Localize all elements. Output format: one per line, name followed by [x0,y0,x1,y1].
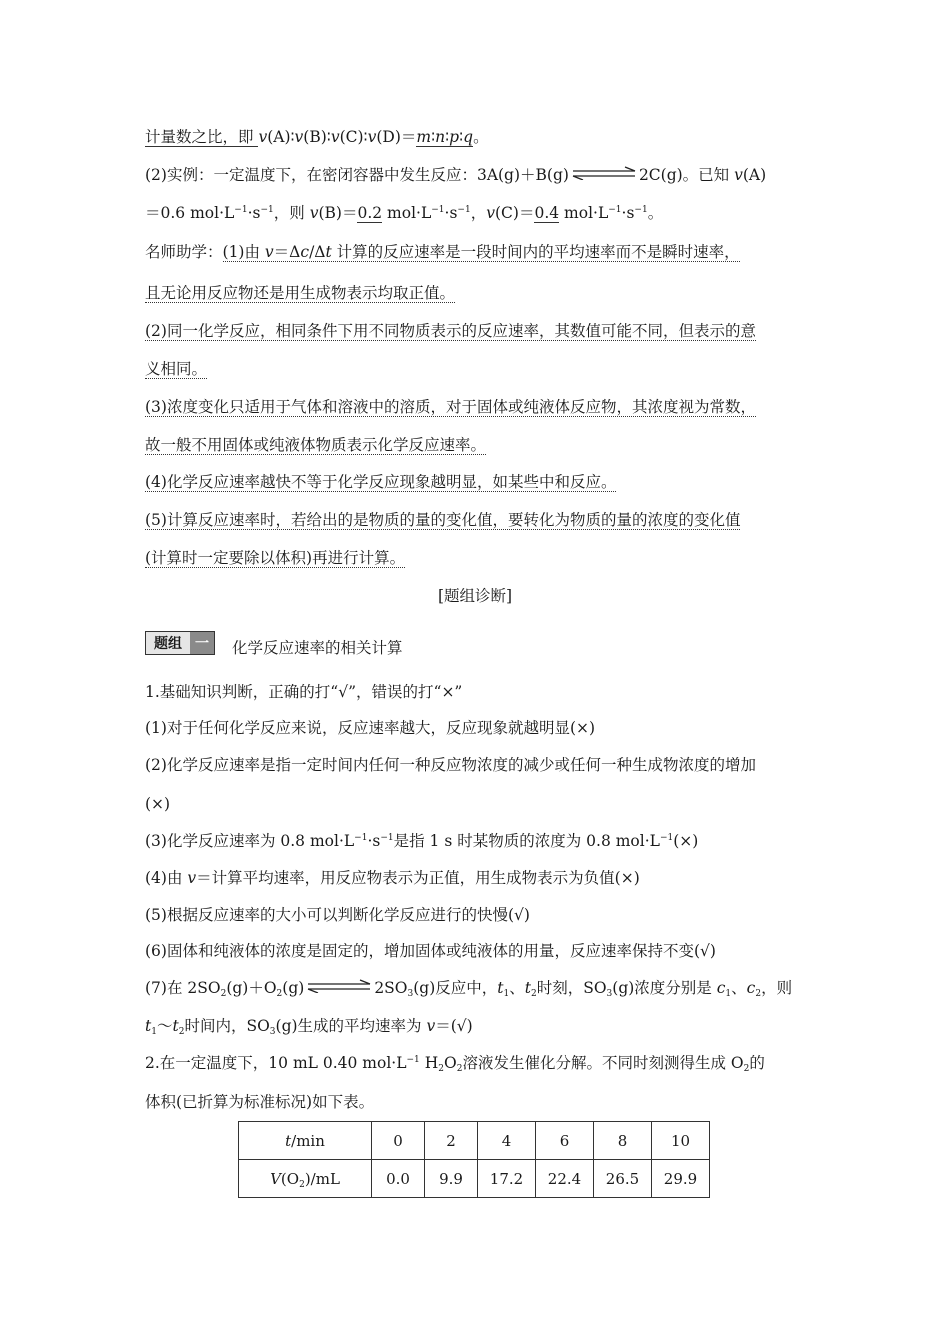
tip-1: 名师助学：(1)由 v＝Δc/Δt 计算的反应速率是一段时间内的平均速率而不是瞬时速率， [145,243,740,261]
table-cell: 4 [478,1122,536,1160]
ratio-answer: m∶n∶p∶q [416,128,474,146]
table-cell: 22.4 [536,1160,594,1198]
badge-number: 一 [190,632,214,654]
q1-statement-3: (3)化学反应速率为 0.8 $mol\cdot L^{-1}\cdot s^{-1}$是指 1 s 时某物质的浓度为 0.8 $mol\cdot L^{-1}(\times)$ [145,832,699,850]
group-badge [145,631,215,655]
underlined-term: 计量数之比，即 [145,128,259,146]
ratio-line: 计量数之比，即 v(A)∶v(B)∶v(C)∶v(D)＝m∶n∶p∶q。 [145,128,489,146]
table-cell: 29.9 [652,1160,710,1198]
q1-statement-5: (5)根据反应速率的大小可以判断化学反应进行的快慢(√) [145,906,530,924]
equilibrium-arrow-icon [304,979,374,993]
table-cell: 8 [594,1122,652,1160]
tip-label: 名师助学： [145,243,223,261]
tip-5: (5)计算反应速率时，若给出的是物质的量的变化值，要转化为物质的量的浓度的变化值 [145,511,741,529]
tip-5-cont: (计算时一定要除以体积)再进行计算。 [145,549,406,567]
tip-3-cont: 故一般不用固体或纯液体物质表示化学反应速率。 [145,436,487,454]
section-title: [题组诊断] [437,587,513,605]
table-cell: 0 [372,1122,425,1160]
table-row [239,1122,710,1160]
q1-statement-7-cont: $t_1\sim t_2$时间内，$SO_3(g)$生成的平均速率为 v＝(√) [145,1017,473,1037]
table-cell: 17.2 [478,1160,536,1198]
q1-statement-6: (6)固体和纯液体的浓度是固定的，增加固体或纯液体的用量，反应速率保持不变(√) [145,942,716,960]
table-cell: 26.5 [594,1160,652,1198]
q1-statement-1: (1)对于任何化学反应来说，反应速率越大，反应现象就越明显(×) [145,719,596,737]
tip-1-cont: 且无论用反应物还是用生成物表示均取正值。 [145,284,456,302]
tip-2-cont: 义相同。 [145,360,208,378]
tip-4: (4)化学反应速率越快不等于化学反应现象越明显，如某些中和反应。 [145,473,617,491]
table-header-cell: $V(O_2)/mL$ [239,1160,372,1198]
table-cell: 10 [652,1122,710,1160]
q1-statement-2-cont: (×) [145,795,171,813]
example-values-line: ＝0.6 $mol\cdot L^{-1}\cdot s^{-1}$，则 v(B)＝0.2 $mol\cdot L^{-1}\cdot s^{-1}$，v(C)＝0.4 $mol\cdot L^{-1}\cdot s^{-1}$。 [145,204,664,222]
group-title: 化学反应速率的相关计算 [232,639,403,657]
tip-2: (2)同一化学反应，相同条件下用不同物质表示的反应速率，其数值可能不同，但表示的意 [145,322,756,340]
q2-line-2: 体积(已折算为标准标况)如下表。 [145,1093,375,1111]
q1-statement-4: (4)由 v＝计算平均速率，用反应物表示为正值，用生成物表示为负值(×) [145,869,640,887]
table-cell: 9.9 [425,1160,478,1198]
table-cell: 2 [425,1122,478,1160]
table-header-cell: t/min [239,1122,372,1160]
answer-vc: 0.4 [534,204,560,222]
data-table [238,1121,710,1198]
tip-3: (3)浓度变化只适用于气体和溶液中的溶质，对于固体或纯液体反应物，其浓度视为常数， [145,398,756,416]
equilibrium-arrow-icon [569,166,639,180]
q2-line-1: 2.在一定温度下，10 mL 0.40 $mol\cdot L^{-1}$ $H_2O_2$溶液发生催化分解。不同时刻测得生成 $O_2$的 [145,1054,765,1074]
q1-title: 1.基础知识判断，正确的打“√”，错误的打“×” [145,683,463,701]
answer-vb: 0.2 [357,204,383,222]
example-line: (2)实例：一定温度下，在密闭容器中发生反应：3A(g)＋B(g) 2C(g)。已知 v(A) [145,166,767,184]
q1-statement-7: (7)在 $2SO_2(g)+O_2(g)$ $2SO_3(g)$反应中，$t_1$、$t_2$时刻，$SO_3(g)$浓度分别是 $c_1$、$c_2$，则 [145,979,793,999]
table-row [239,1160,710,1198]
badge-label: 题组 [146,632,190,654]
table-cell: 0.0 [372,1160,425,1198]
q1-statement-2: (2)化学反应速率是指一定时间内任何一种反应物浓度的减少或任何一种生成物浓度的增加 [145,756,756,774]
table-cell: 6 [536,1122,594,1160]
